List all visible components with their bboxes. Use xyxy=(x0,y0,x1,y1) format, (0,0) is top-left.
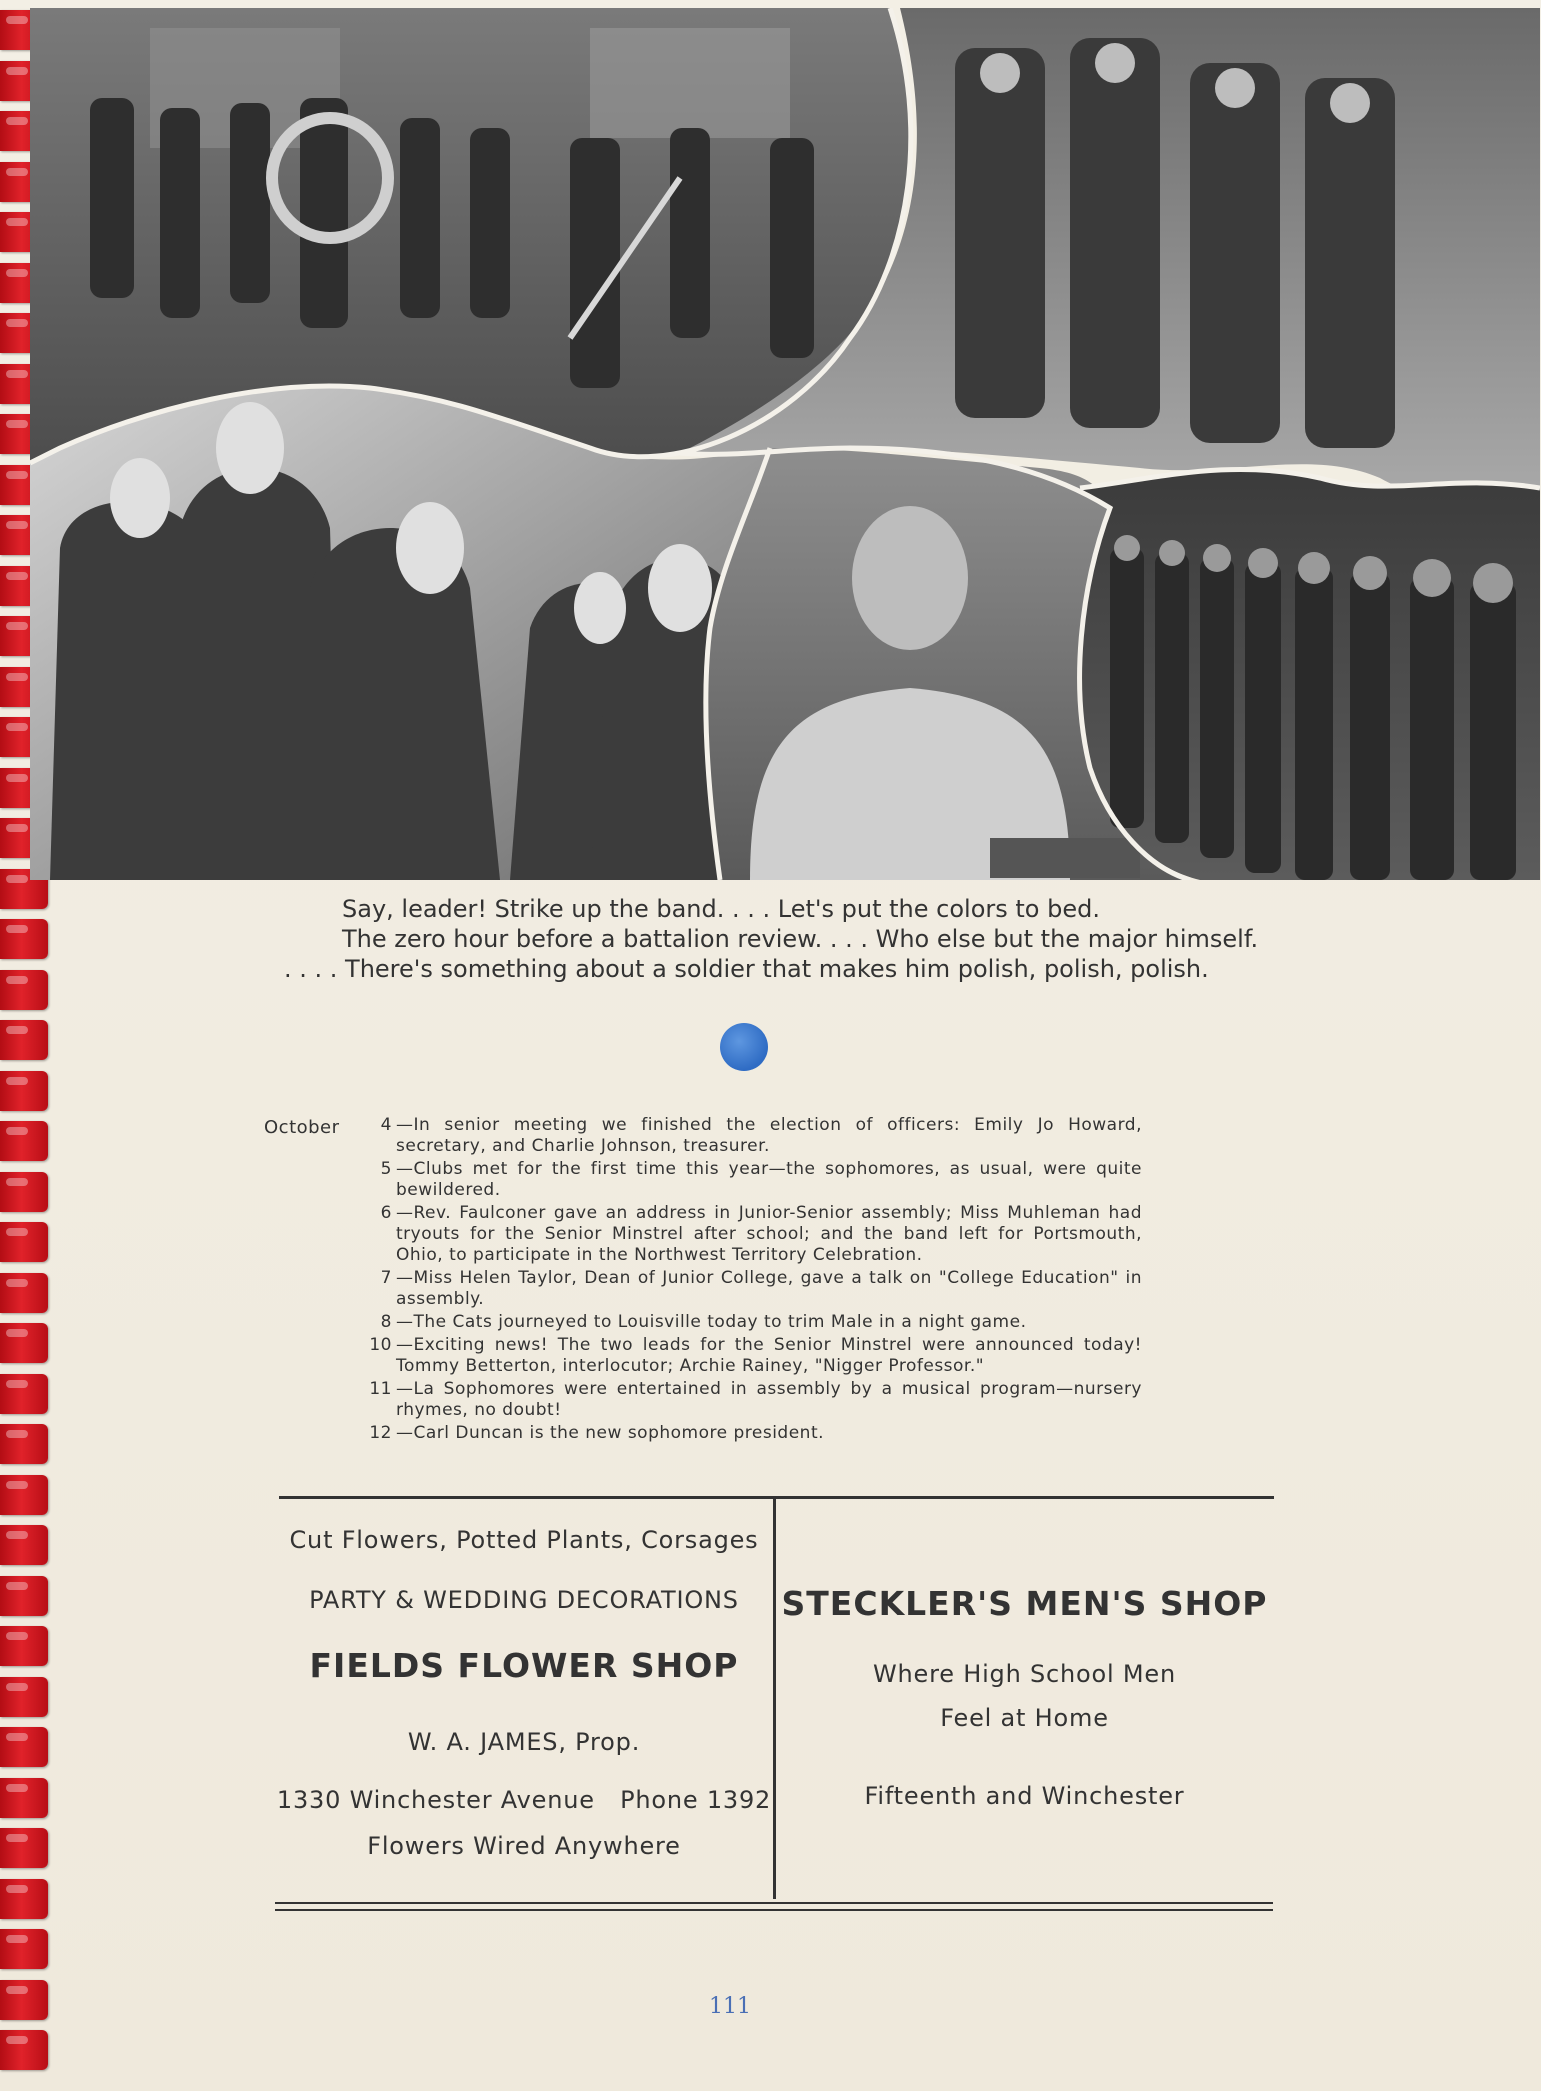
calendar-entry xyxy=(362,1159,1142,1201)
blue-dot-ornament xyxy=(720,1023,768,1071)
binding-ring xyxy=(0,1374,48,1414)
photo-marching-band xyxy=(30,8,911,463)
entry-day: 10 xyxy=(369,1335,392,1355)
entry-day: 4 xyxy=(380,1115,392,1135)
ad-rule-divider xyxy=(773,1499,776,1899)
entry-text: —The Cats journeyed to Louisville today to trim Male in a night game. xyxy=(396,1312,1027,1332)
binding-ring xyxy=(0,1727,48,1767)
entry-day: 11 xyxy=(369,1379,392,1399)
entry-text: —Clubs met for the first time this year—the sophomores, as usual, were quite bewildered. xyxy=(396,1159,1142,1200)
entry-text: —Rev. Faulconer gave an address in Junior-Senior assembly; Miss Muhleman had tryouts for the Senior Minstrel after school; and the band left for Portsmouth, Ohio, to participate in the Northwest Territory Celebration. xyxy=(396,1203,1142,1265)
calendar-entry xyxy=(362,1115,1142,1157)
binding-ring xyxy=(0,1626,48,1666)
ad-left-line-1: Cut Flowers, Potted Plants, Corsages xyxy=(289,1526,759,1554)
binding-ring xyxy=(0,1172,48,1212)
binding-ring xyxy=(0,1980,48,2020)
binding-ring xyxy=(0,1475,48,1515)
calendar-entry xyxy=(362,1335,1142,1377)
entry-text: —Carl Duncan is the new sophomore president. xyxy=(396,1423,825,1443)
binding-ring xyxy=(0,1576,48,1616)
binding-ring xyxy=(0,1323,48,1363)
calendar-entry xyxy=(362,1423,1142,1444)
binding-ring xyxy=(0,1828,48,1868)
binding-ring xyxy=(0,919,48,959)
entry-text: —Miss Helen Taylor, Dean of Junior College, gave a talk on "College Education" in assembly. xyxy=(396,1268,1142,1309)
binding-ring xyxy=(0,1071,48,1111)
calendar-entry xyxy=(362,1312,1142,1333)
ad-left-proprietor: W. A. JAMES, Prop. xyxy=(407,1728,641,1756)
photo-caption xyxy=(270,894,1310,984)
calendar-month: October xyxy=(264,1117,340,1138)
page-number: 111 xyxy=(709,1994,751,2019)
binding-ring xyxy=(0,1525,48,1565)
binding-ring xyxy=(0,1222,48,1262)
entry-text: —La Sophomores were entertained in assembly by a musical program—nursery rhymes, no doubt! xyxy=(396,1379,1142,1420)
caption-line-1: Say, leader! Strike up the band. . . . Let's put the colors to bed. xyxy=(342,895,1100,923)
binding-ring xyxy=(0,1020,48,1060)
entry-day: 7 xyxy=(380,1268,392,1288)
calendar-entry xyxy=(362,1268,1142,1310)
photo-formation xyxy=(1080,469,1540,880)
caption-line-3: . . . . There's something about a soldier that makes him polish, polish, polish. xyxy=(284,955,1209,983)
photo-cadets xyxy=(30,386,770,880)
photo-collage xyxy=(30,8,1540,880)
binding-ring xyxy=(0,1778,48,1818)
calendar-entries xyxy=(362,1115,1142,1446)
ad-rule-top xyxy=(279,1496,1274,1499)
calendar-entry xyxy=(362,1379,1142,1421)
ad-rule-bottom xyxy=(275,1909,1273,1911)
ad-left-line-2: PARTY & WEDDING DECORATIONS xyxy=(309,1586,739,1614)
binding-ring xyxy=(0,970,48,1010)
ad-right-line-1: Where High School Men xyxy=(872,1660,1177,1688)
ad-left-name: FIELDS FLOWER SHOP xyxy=(309,1646,739,1685)
entry-day: 5 xyxy=(380,1159,392,1179)
ad-right-line-2: Feel at Home xyxy=(940,1704,1109,1732)
advertisements xyxy=(275,1496,1275,1916)
binding-ring xyxy=(0,1273,48,1313)
binding-ring xyxy=(0,1424,48,1464)
binding-ring xyxy=(0,2030,48,2070)
ad-rule-bottom xyxy=(275,1902,1273,1904)
calendar-entry xyxy=(362,1203,1142,1266)
entry-day: 8 xyxy=(380,1312,392,1332)
binding-ring xyxy=(0,1677,48,1717)
ad-right-location: Fifteenth and Winchester xyxy=(864,1782,1185,1810)
ad-right-name: STECKLER'S MEN'S SHOP xyxy=(781,1584,1268,1623)
binding-ring xyxy=(0,1879,48,1919)
ad-left-tagline: Flowers Wired Anywhere xyxy=(367,1832,681,1860)
binding-ring xyxy=(0,1929,48,1969)
binding-ring xyxy=(0,1121,48,1161)
caption-line-2: The zero hour before a battalion review. . . . Who else but the major himself. xyxy=(342,925,1259,953)
entry-day: 12 xyxy=(369,1423,392,1443)
entry-day: 6 xyxy=(380,1203,392,1223)
ad-left-address: 1330 Winchester Avenue Phone 1392 xyxy=(276,1786,772,1814)
entry-text: —Exciting news! The two leads for the Senior Minstrel were announced today! Tommy Betterton, interlocutor; Archie Rainey, "Nigger Professor." xyxy=(396,1335,1142,1376)
entry-text: —In senior meeting we finished the election of officers: Emily Jo Howard, secretary, and Charlie Johnson, treasurer. xyxy=(396,1115,1142,1156)
